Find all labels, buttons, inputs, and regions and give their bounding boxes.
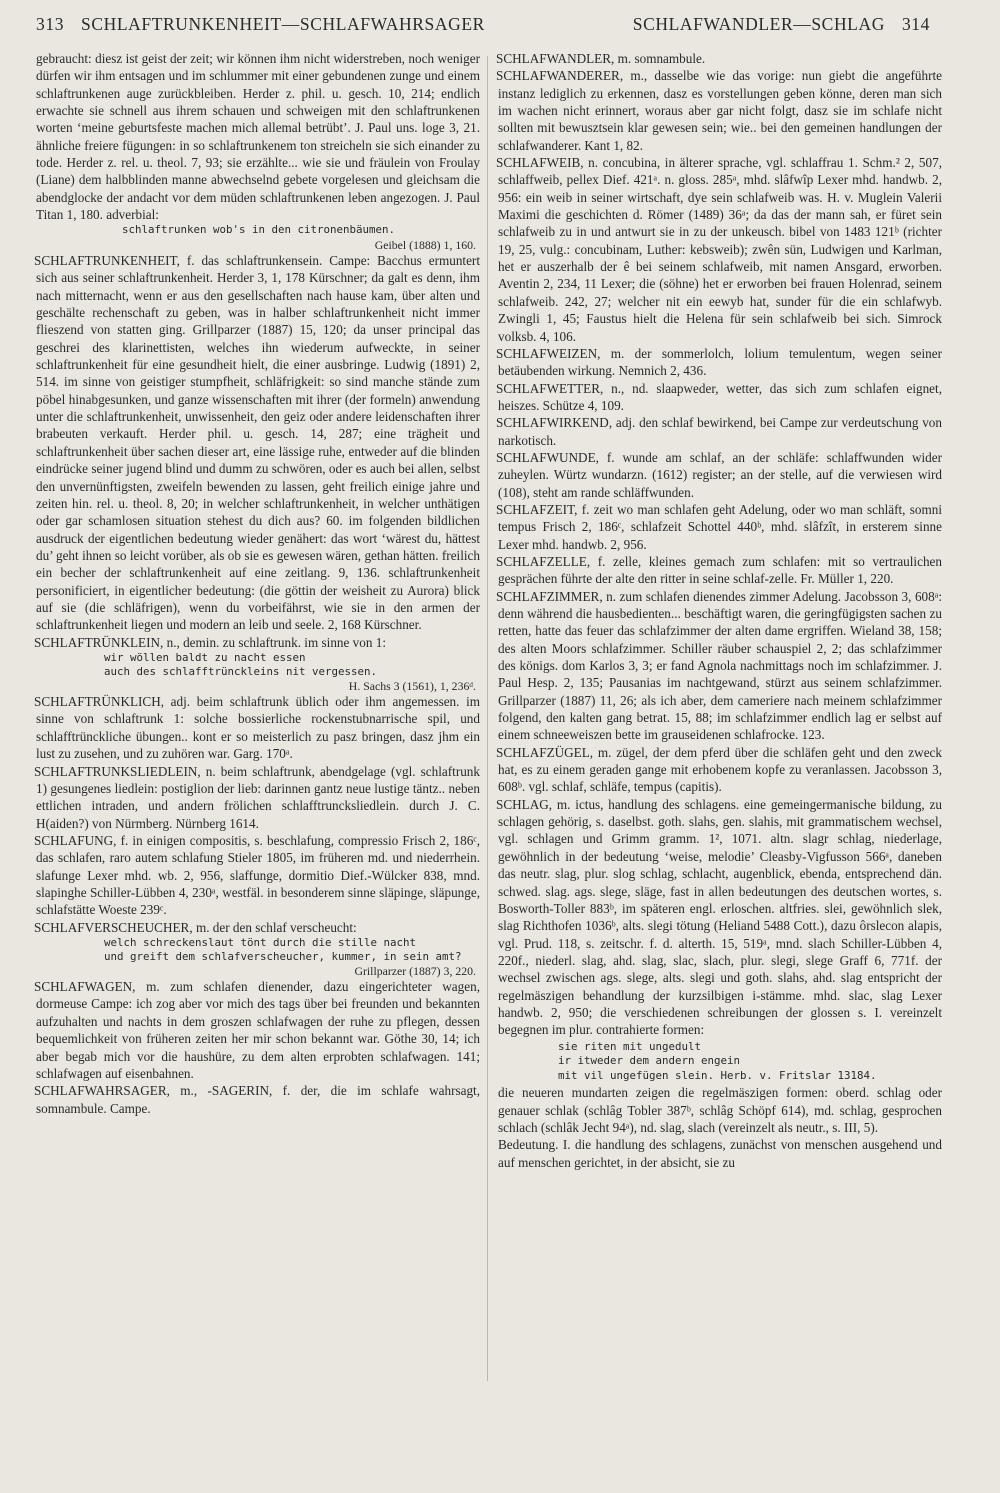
entry-schlag-dialects: die neueren mundarten zeigen die regelmäszigen formen: oberd. schlag oder genauer schlak (schlâg Tobler 387ᵇ, schlâg Schöpf 614), md. schlag, gesprochen schlach (schlâk Jecht 94ᵃ), nd. slag, slach (vereinzelt als neutr., s. III, 5). xyxy=(498,1085,942,1136)
right-running-title: SCHLAFWANDLER—SCHLAG xyxy=(632,14,885,34)
entry-schlafung: SCHLAFUNG, f. in einigen compositis, s. beschlafung, compressio Frisch 2, 186ᶜ, das schlafen, raro autem schlafung Stieler 1805, im früheren md. und niederrhein. slafunge Lexer mhd. wb. 2, 956, slaffunge, dormitio Dief.-Wülcker 838, mnd. slapinghe Schiller-Lübben 4, 230ᵃ, westfäl. in besonderem sinne släpinge, släpunge, schlafstätte Woeste 239ᶜ. xyxy=(34,832,480,918)
entry-schlafwahrsager: SCHLAFWAHRSAGER, m., -SAGERIN, f. der, die im schlafe wahrsagt, somnambule. Campe. xyxy=(34,1083,480,1116)
quotation-source: Grillparzer (1887) 3, 220. xyxy=(354,964,476,979)
entry-schlaftruenklich: SCHLAFTRÜNKLICH, adj. beim schlaftrunk üblich oder ihm angemessen. im sinne von schlaftrunk 1: solche bossierliche rockenstubnarrische spil, und schlafftrünckliche übungen.. kont er so meisterlich zu pasz bringen, dasz jhm ein lust zu zusehen, und zu zuhören war. Garg. 170ᵃ. xyxy=(34,694,480,762)
quotation-source: H. Sachs 3 (1561), 1, 236ᵈ. xyxy=(348,679,476,694)
entry-schlaftrunkenheit: SCHLAFTRUNKENHEIT, f. das schlaftrunkensein. Campe: Bacchus ermuntert sich aus seiner schlaftrunkenheit. Herder 3, 1, 178 Kürschner; da galt es denn, ihm nach mitternacht, wenn er aus den gesellschaften nach hause kam, über alten und geschälte rechenschaft zu geben, was in halber schlaftrunkenheit nicht immer flieszend von statten ging. Grillparzer (1887) 15, 120; da unser principal das geschrei des klarinettisten, welches ihn wiederum aufweckte, in seiner schlaftrunkenheit für eine gesundheit hielt, die einer ausbringe. Ludwig (1891) 2, 514. im sinne von geistiger stumpfheit, schläfrigkeit: so sind manche stände zum pöbel hinabgesunken, und ganze wissenschaften mit ihrer (der formeln) anwendung unter die schlaftrunkenheit, unwissenheit, den geiz oder andere leidenschaften ihrer brabeuten verkauft. Herder phil. u. gesch. 14, 287; eine trägheit und schlaftrunkenheit über sachen dieser art, eine lässige ruhe, entweder auf die blinden eindrücke seiner jugend blind und dumm zu schwören, oder es auch bei allen, selbst den unvernünftigsten, zweifeln bewenden zu lassen, geht freilich einige jahre und zeiten hin. rel. u. theol. 8, 20; in welcher schlaftrunkenheit, in welcher unthätigen oder gar schamlosen situation stehest du dich aus? 60. im folgenden bildlichen ausdruck der eigentlichen bedeutung wieder genähert: das wort ‘wärest du, hättest du’ geht ihnen so leicht vorüber, als ob sie es gewesen wären, gethan hätten. freilich ein becher der schlaftrunkenheit auf eine zeitlang. 9, 136. schlaftrunkenheit personificiert, in eigentlicher bedeutung: (die göttin der weisheit zu Aurora) blick auf sie (die schläfrigen), wenn du vorbeifährst, wie sie in den armen der schlaftrunkenheit liegen und modern an leib und seele. 2, 168 Kürschner. xyxy=(34,253,480,633)
entry-schlafweib: SCHLAFWEIB, n. concubina, in älterer sprache, vgl. schlaffrau 1. Schm.² 2, 507, schlaffweib, pellex Dief. 421ᵃ. n. gloss. 285ᵃ, mhd. slâfwîp Lexer mhd. handwb. 2, 956: ein weib in seiner wirtschaft, dye sein schlafweib was. H. v. Muglein Valerii Maximi die geschichten d. Römer (1489) 36ᵃ; da das der mann sah, er füret sein schlafweib zu in und antwurt sie in zu der unkeusch. bibel von 1483 121ᵇ (richter 19, 25, vulg.: concubinam, Luther: kebsweib); zwên sün, Ludwigen und Karlman, het er auszerhalb der ê bei seinem schlafweib, mit namen Ansgard, erworben. Aventin 2, 234, 11 Lexer; die (söhne) het er erworben bei frauen Holenrad, seinem schlafweib. 242, 27; welcher nit ein eewyb hat, sunder für die ein schlafwyb. Zwingli 1, 45; Faustus hielt die Helena für sein schlafweib bei sich. Simrock volksb. 4, 106. xyxy=(496,155,942,344)
entry-continuation: gebraucht: diesz ist geist der zeit; wir können ihm nicht widerstreben, noch weniger dürfen wir ihm entsagen und im schlummer mit einer gebundenen zunge und einem schlaftrunkenen auge zurückbleiben. Herder z. phil. u. gesch. 10, 214; endlich erwachte sie schnell aus ihrem schauen und schweigen mit den schlaftrunkenen worten ‘meine geburtsfeste machen mich allemal betrübt’. J. Paul uns. loge 3, 21. ähnliche freiere fügungen: in so schlaftrunkenem ton streicheln sie sich einander zu tode. Herder z. rel. u. theol. 7, 93; sie erzählte... wie sie und fräulein von Froulay (Liane) dem halbblinden manne abwechselnd gebete vorgelesen und gleichsam die abendglocke der andacht vor dem müden schlaftrunkenen leben angezogen. J. Paul Titan 1, 180. adverbial: xyxy=(36,51,480,223)
entry-schlafwagen: SCHLAFWAGEN, m. zum schlafen dienender, dazu eingerichteter wagen, dormeuse Campe: ich zog aber vor mich des tags über bei freunden und bekannten aufzuhalten und nachts in dem groszen schlafwagen der ruhe zu pflegen, dessen bequemlichkeit von früheren zeiten her mir schon bekannt war. Göthe 30, 14; ich aber begab mich vor die haushüre, zu dem alten erprobten schlafwagen. 141; schlafwagen auf eisenbahnen. xyxy=(34,979,480,1081)
entry-schlafweizen: SCHLAFWEIZEN, m. der sommerlolch, lolium temulentum, wegen seiner betäubenden wirkung. Nemnich 2, 436. xyxy=(496,345,942,379)
quotation-line: ir itweder dem andern engein xyxy=(558,1054,741,1068)
entry-schlafzimmer: SCHLAFZIMMER, n. zum schlafen dienendes zimmer Adelung. Jacobsson 3, 608ᵃ: denn während die hausbedienten... beschäftigt waren, die geringfügigsten sachen zu retten, hatte das feuer das schlafzimmer der alten dame ergriffen. Wieland 38, 158; des alten Moors schlafzimmer. Schiller räuber schauspiel 2, 2; das schlafzimmer des königs. dom Karlos 3, 3; er fand Agnola nachmittags noch im schlafzimmer. J. Paul Hesp. 2, 135; Pausanias im nachtgewand, stürzt aus seinem schlafzimmer. Grillparzer (1887) 11, 26; als ich aber, dem cameriere nach meinem schlafzimmer folgend, den kalten gang betrat. 15, 88; im schlafzimmer endlich lag er selbst auf einem schneeweiszen bette im grauseidenen schlafrocke. 123. xyxy=(496,588,942,743)
entry-schlafzelle: SCHLAFZELLE, f. zelle, kleines gemach zum schlafen: mit so vertraulichen gesprächen führte der alte den ritter in seine schlaf-zelle. Fr. Müller 1, 220. xyxy=(496,553,942,587)
entry-schlafwirkend: SCHLAFWIRKEND, adj. den schlaf bewirkend, bei Campe zur verdeutschung von narkotisch. xyxy=(496,415,942,448)
entry-schlaftrunksliedlein: SCHLAFTRUNKSLIEDLEIN, n. beim schlaftrunk, abendgelage (vgl. schlaftrunk 1) gesungenes liedlein: postiglion der lieb: darinnen gantz neue lustige täntz.. neben ettlichen intraden, und andern frölichen schlafftruncksliedlein. durch J. C. H(aiden?) von Nürmberg. Nürnberg 1614. xyxy=(34,763,480,831)
quotation-line: sie riten mit ungedult xyxy=(558,1039,702,1053)
entry-schlafwunde: SCHLAFWUNDE, f. wunde am schlaf, an der schläfe: schlaffwunden wider zuheylen. Würtz wundarzn. (1612) register; an der stelle, auf die verwiesen wird (108), steht am rande schläffwunden. xyxy=(496,449,942,500)
entry-schlag-bedeutung: Bedeutung. I. die handlung des schlagens, zunächst von menschen ausgehend und auf menschen gerichtet, in der absicht, sie zu xyxy=(498,1137,942,1170)
quotation-line: welch schreckenslaut tönt durch die stille nacht xyxy=(104,935,417,949)
entry-schlafzuegel: SCHLAFZÜGEL, m. zügel, der dem pferd über die schläfen geht und den zweck hat, es zu einem geraden gange mit erhobenem kopfe zu veranlassen. Jacobsson 3, 608ᵇ. vgl. schlaf, schläfe, tempus (capitis). xyxy=(496,744,942,795)
entry-schlafwanderer: SCHLAFWANDERER, m., dasselbe wie das vorige: nun giebt die angeführte instanz lediglich zu erkennen, dasz es vorstellungen geben könne, deren man sich im wachen nicht erinnert, woraus aber gar nicht folgt, dasz sie im schlafe nicht sollten mit bewusztsein klar gewesen sein; wie.. bei den gemeinen handlungen der schlafwanderer. Kant 1, 82. xyxy=(496,68,942,153)
quotation-line: wir wöllen baldt zu nacht essen xyxy=(104,650,306,664)
right-page-number: 314 xyxy=(901,14,930,34)
entry-schlaftruenklein: SCHLAFTRÜNKLEIN, n., demin. zu schlaftrunk. im sinne von 1: xyxy=(34,634,386,650)
entry-schlafzeit: SCHLAFZEIT, f. zeit wo man schlafen geht Adelung, oder wo man schläft, somni tempus Frisch 2, 186ᶜ, schlafzeit Schottel 440ᵇ, mhd. slâfzît, in ersterem sinne Lexer mhd. handwb. 2, 956. xyxy=(496,501,942,552)
quotation-line: und greift dem schlafverscheucher, kummer, in sein amt? xyxy=(104,949,462,963)
quotation-line: mit vil ungefügen slein. Herb. v. Fritslar 13184. xyxy=(558,1068,877,1082)
entry-schlafverscheucher: SCHLAFVERSCHEUCHER, m. der den schlaf verscheucht: xyxy=(34,919,357,935)
quotation-line: auch des schlafftrünckleins nit vergessen. xyxy=(104,664,378,678)
entry-schlafwetter: SCHLAFWETTER, n., nd. slaapweder, wetter, das sich zum schlafen eignet, heiszes. Schütze 4, 109. xyxy=(496,380,942,413)
entry-schlag: SCHLAG, m. ictus, handlung des schlagens. eine gemeingermanische bildung, zu schlagen gehörig, s. daselbst. goth. slahs, gen. slahis, mit grammatischem wechsel, vgl. schlagen und Grimm gramm. 1², 1071. altn. slagr schlag, niederlage, gewöhnlich in der bedeutung ‘weise, melodie’ Cleasby-Vigfusson 566ᵃ, daneben das neutr. slag, plur. slog schlag, schlacht, augenblick, ebenda, entsprechend dän. schwed. slag. ags. slege, släge, fast in allen bedeutungen des deutschen wortes, s. Bosworth-Toller 883ᵇ, im späteren engl. erloschen. altfries. slei, gewöhnlich slek, slag Richthofen 1036ᵇ, alts. slegi tötung (Heliand 5488 Cott.), dazu ôrslecon alapis, vgl. Prud. 118, s. zeitschr. f. d. alterth. 15, 519ᵃ, mnd. slach Schiller-Lübben 4, 220f., niederl. slag, ahd. slag, slac, slach, plur. slegi, slege Graff 6, 771f. der wechsel zwischen ags. slege, alts. slegi und goth. slahs, ahd. slag entspricht der regelmäszigen behandlung der kurzsilbigen i-stämme. mhd. slac, slag Lexer handwb. 2, 950; die verschiedenen schreibungen der glossen s. I. vereinzelt begegnen im plur. contrahierte formen: xyxy=(496,796,942,1038)
entry-schlafwandler: SCHLAFWANDLER, m. somnambule. xyxy=(496,51,706,66)
left-running-title: SCHLAFTRUNKENHEIT—SCHLAFWAHRSAGER xyxy=(81,14,485,34)
left-column xyxy=(36,50,480,1117)
left-page-number: 313 xyxy=(36,14,65,34)
column-divider xyxy=(487,56,488,1381)
quotation: schlaftrunken wob's in den citronenbäumen. xyxy=(122,223,396,237)
quotation-source: Geibel (1888) 1, 160. xyxy=(374,238,476,253)
left-page-header xyxy=(36,14,485,35)
right-column xyxy=(498,50,942,1171)
right-page-header xyxy=(633,14,930,35)
